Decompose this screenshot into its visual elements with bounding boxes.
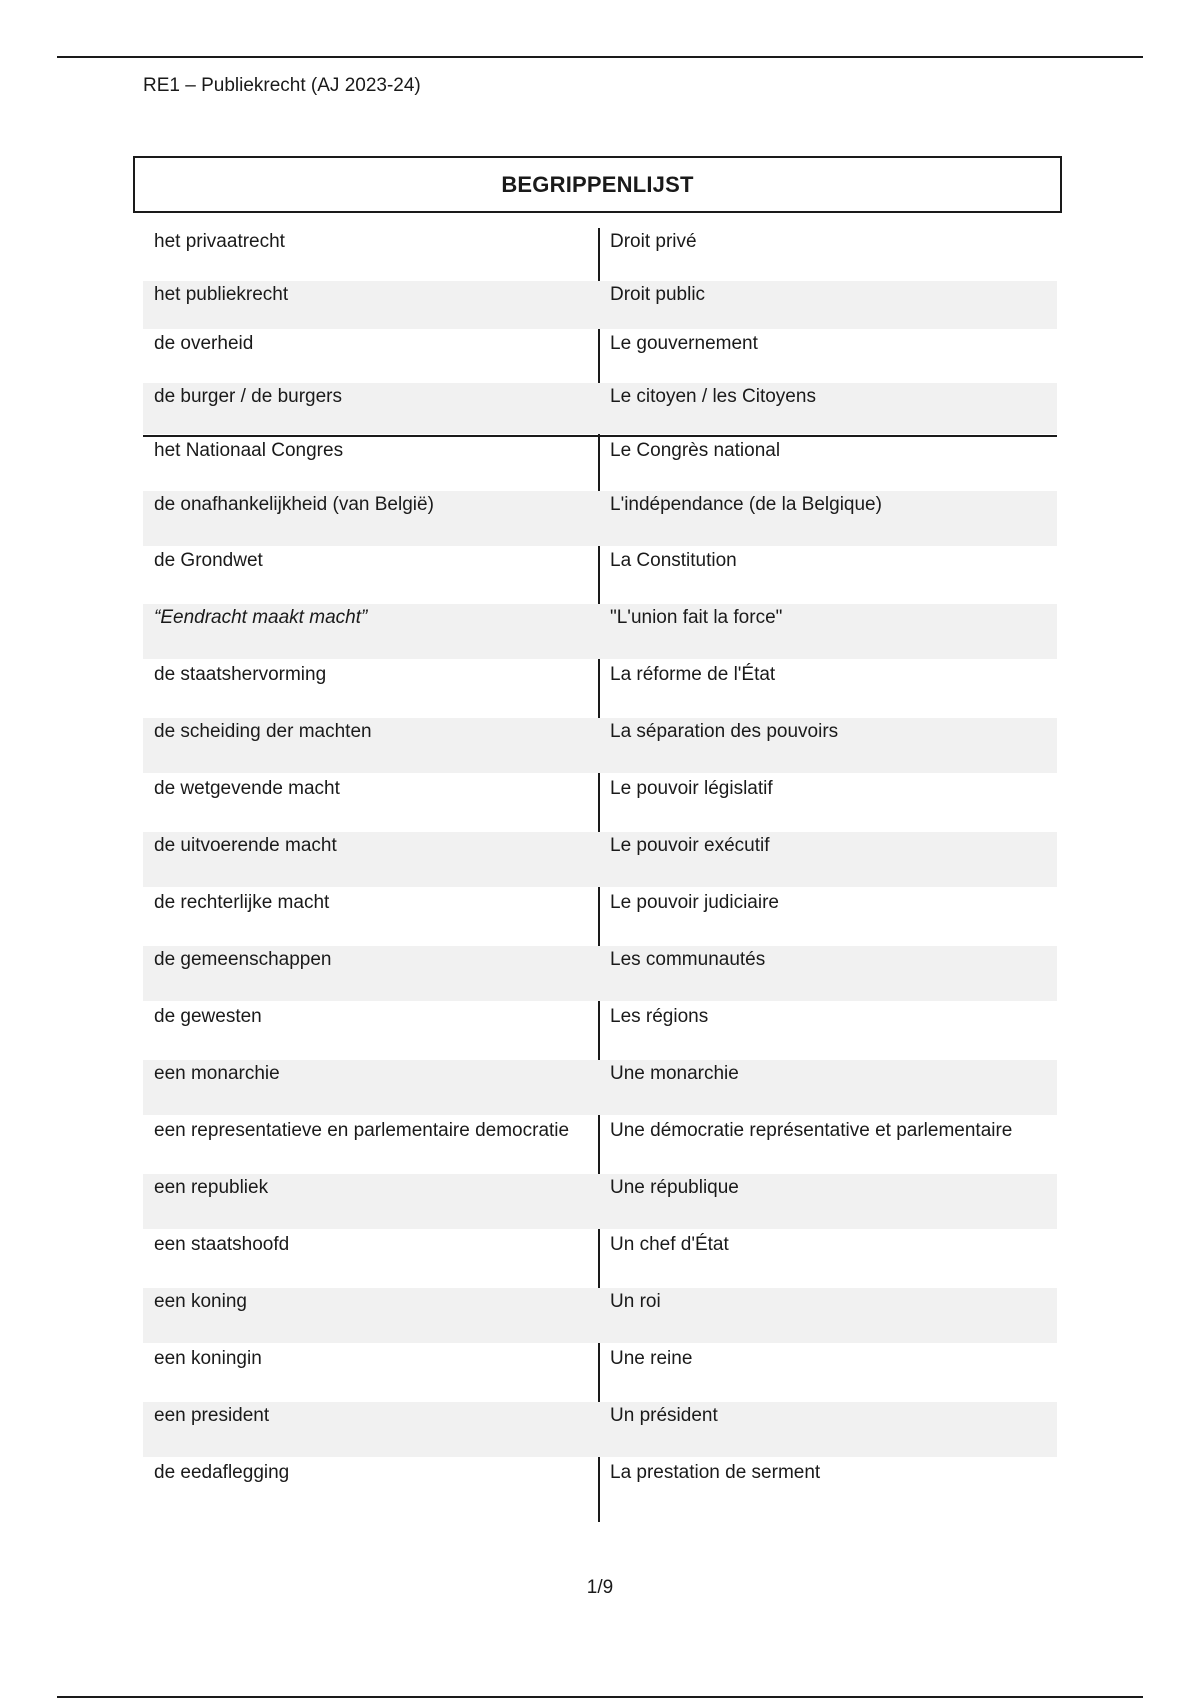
term-dutch: de staatshervorming (154, 664, 327, 685)
running-header: RE1 – Publiekrecht (AJ 2023-24) (143, 75, 421, 96)
term-french: L'indépendance (de la Belgique) (610, 494, 882, 515)
term-dutch: een staatshoofd (154, 1234, 290, 1255)
term-french: Une reine (610, 1348, 693, 1369)
glossary-row (143, 604, 1057, 659)
term-french: Une démocratie représentative et parlementaire (610, 1120, 1013, 1141)
glossary-row (143, 1231, 1057, 1286)
term-french: La prestation de serment (610, 1462, 821, 1483)
term-french: Un chef d'État (610, 1234, 729, 1255)
glossary-row (143, 1345, 1057, 1400)
glossary-row (143, 661, 1057, 716)
glossary-row (143, 228, 1057, 280)
term-dutch: een president (154, 1405, 270, 1426)
term-dutch: de wetgevende macht (154, 778, 340, 799)
term-dutch: de scheiding der machten (154, 721, 372, 742)
term-french: Les communautés (610, 949, 766, 970)
term-french: La séparation des pouvoirs (610, 721, 839, 742)
glossary-row (143, 547, 1057, 602)
term-dutch: de uitvoerende macht (154, 835, 337, 856)
term-french: Droit public (610, 284, 706, 305)
glossary-row (143, 889, 1057, 944)
term-dutch: de gemeenschappen (154, 949, 332, 970)
term-french: Le pouvoir législatif (610, 778, 773, 799)
term-dutch: een republiek (154, 1177, 269, 1198)
term-french: La Constitution (610, 550, 737, 571)
term-dutch: een koning (154, 1291, 247, 1312)
glossary-row (143, 775, 1057, 830)
term-french: Une monarchie (610, 1063, 739, 1084)
glossary-row (143, 491, 1057, 546)
term-dutch: de gewesten (154, 1006, 262, 1027)
term-french: Les régions (610, 1006, 709, 1027)
term-dutch: het Nationaal Congres (154, 440, 344, 461)
glossary-table (143, 228, 1057, 1522)
glossary-row (143, 832, 1057, 887)
glossary-row (143, 1117, 1057, 1172)
term-french: Le gouvernement (610, 333, 758, 354)
term-dutch: de burger / de burgers (154, 386, 343, 407)
term-french: La réforme de l'État (610, 664, 776, 685)
term-dutch: het publiekrecht (154, 284, 289, 305)
term-dutch: “Eendracht maakt macht” (154, 607, 368, 628)
term-dutch: de overheid (154, 333, 254, 354)
top-rule (57, 56, 1143, 58)
glossary-row (143, 437, 1057, 489)
bottom-rule (57, 1696, 1143, 1698)
page-title: BEGRIPPENLIJST (501, 171, 694, 197)
glossary-row (143, 1174, 1057, 1229)
glossary-row (143, 1003, 1057, 1058)
glossary-row (143, 383, 1057, 434)
term-dutch: het privaatrecht (154, 231, 285, 252)
glossary-row (143, 1402, 1057, 1457)
term-dutch: de rechterlijke macht (154, 892, 330, 913)
page-number: 1/9 (586, 1577, 614, 1598)
term-french: Le pouvoir exécutif (610, 835, 770, 856)
term-dutch: een representatieve en parlementaire democratie (154, 1120, 570, 1141)
glossary-row (143, 1060, 1057, 1115)
term-dutch: een koningin (154, 1348, 262, 1369)
term-french: Une république (610, 1177, 739, 1198)
title-box (133, 156, 1062, 213)
term-french: Droit privé (610, 231, 697, 252)
term-french: Le Congrès national (610, 440, 781, 461)
term-french: Le citoyen / les Citoyens (610, 386, 816, 407)
term-dutch: de eedaflegging (154, 1462, 290, 1483)
glossary-row (143, 1459, 1057, 1514)
term-french: Un roi (610, 1291, 661, 1312)
term-dutch: de onafhankelijkheid (van België) (154, 494, 434, 515)
glossary-row (143, 330, 1057, 382)
term-dutch: een monarchie (154, 1063, 280, 1084)
term-french: Le pouvoir judiciaire (610, 892, 779, 913)
term-french: "L'union fait la force" (610, 607, 783, 628)
glossary-row (143, 718, 1057, 773)
term-dutch: de Grondwet (154, 550, 263, 571)
glossary-row (143, 281, 1057, 329)
glossary-row (143, 946, 1057, 1001)
term-french: Un président (610, 1405, 718, 1426)
glossary-row (143, 1288, 1057, 1343)
